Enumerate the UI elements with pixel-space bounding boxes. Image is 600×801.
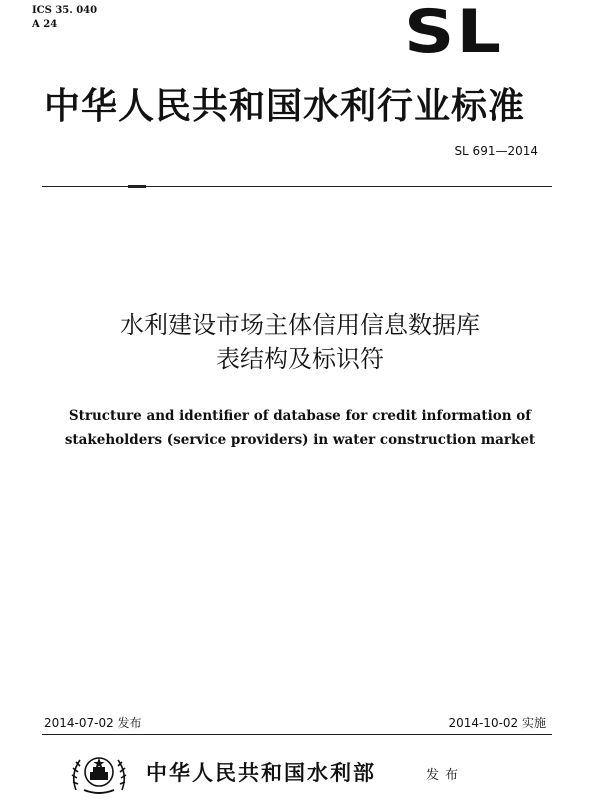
document-title-cn-line1: 水利建设市场主体信用信息数据库 xyxy=(120,311,480,339)
footer-divider xyxy=(42,734,552,735)
document-title-en-line1: Structure and identifier of database for credit information of xyxy=(68,408,532,424)
classification-codes xyxy=(32,4,97,32)
issue-date: 2014-07-02 发布 xyxy=(44,716,142,730)
standard-category-title: 中华人民共和国水利行业标准 xyxy=(44,85,526,127)
header-divider-mark xyxy=(128,185,146,188)
national-emblem-icon xyxy=(66,750,132,796)
document-title-en-line2: stakeholders (service providers) in water construction market xyxy=(64,432,536,448)
document-title-cn xyxy=(0,308,600,376)
header-divider xyxy=(42,186,552,187)
document-title-cn-line2: 表结构及标识符 xyxy=(216,345,384,373)
sl-logo: SL xyxy=(404,0,504,67)
standard-number: SL 691—2014 xyxy=(454,144,538,158)
implement-date: 2014-10-02 实施 xyxy=(448,716,546,730)
publisher-name: 中华人民共和国水利部 xyxy=(146,760,376,785)
document-title-en xyxy=(0,404,600,452)
publish-label: 发布 xyxy=(426,768,465,783)
ccs-code: A 24 xyxy=(32,19,58,30)
ics-code: ICS 35. 040 xyxy=(32,5,98,16)
